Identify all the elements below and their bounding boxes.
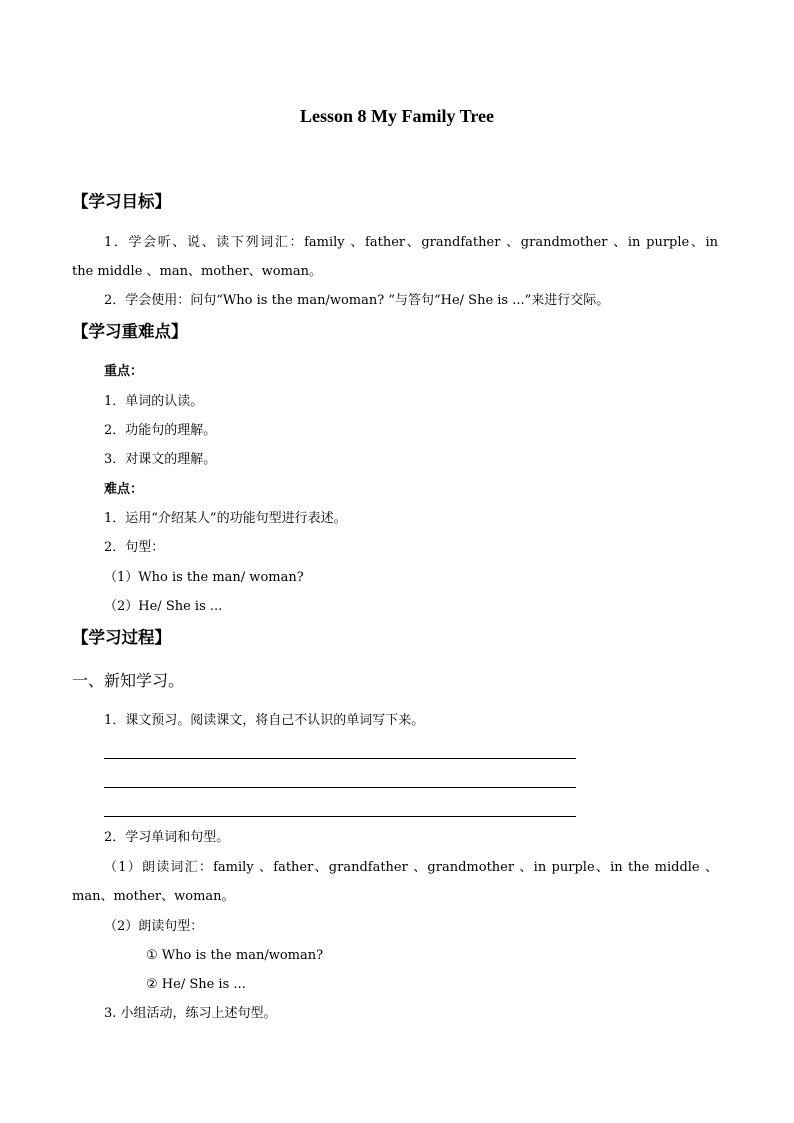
page-title: Lesson 8 My Family Tree: [300, 106, 494, 126]
answer-line[interactable]: [104, 787, 576, 788]
difficult-item: 2．句型：: [104, 540, 165, 555]
goals-item1-line1: 1．学会听、说、读下列词汇：family 、father、grandfather 、grandmother 、in purple、in: [104, 235, 718, 250]
step-preview: 1．课文预习。阅读课文，将自己不认识的单词写下来。: [104, 713, 425, 728]
step-learn: 2．学习单词和句型。: [104, 830, 230, 845]
goals-item2: 2．学会使用：问句“Who is the man/woman? ”与答句“He/ She is ...”来进行交际。: [104, 293, 610, 308]
answer-line[interactable]: [104, 816, 576, 817]
key-points-heading: 【学习重难点】: [72, 322, 188, 341]
key-label: 重点：: [104, 364, 144, 379]
key-item: 1．单词的认读。: [104, 394, 204, 409]
key-item: 2．功能句的理解。: [104, 423, 217, 438]
process-heading: 【学习过程】: [72, 628, 171, 647]
step-group-activity: 3. 小组活动，练习上述句型。: [104, 1006, 277, 1021]
difficult-label: 难点：: [104, 482, 144, 497]
read-pattern-item: ① Who is the man/woman?: [146, 948, 324, 963]
goals-heading: 【学习目标】: [72, 192, 171, 211]
answer-line[interactable]: [104, 758, 576, 759]
difficult-item: 1．运用“介绍某人”的功能句型进行表述。: [104, 511, 347, 526]
pattern-item: （1）Who is the man/ woman?: [104, 570, 304, 585]
goals-item1-line2: the middle 、man、mother、woman。: [72, 264, 323, 279]
section-new-knowledge: 一、新知学习。: [72, 671, 185, 690]
pattern-item: （2）He/ She is ...: [104, 599, 223, 614]
read-words-line2: man、mother、woman。: [72, 889, 235, 904]
key-item: 3．对课文的理解。: [104, 452, 217, 467]
read-words-line1: （1）朗读词汇：family 、father、grandfather 、grandmother 、in purple、in the middle 、: [104, 860, 718, 875]
read-patterns-label: （2）朗读句型：: [104, 919, 204, 934]
read-pattern-item: ② He/ She is ...: [146, 977, 246, 992]
